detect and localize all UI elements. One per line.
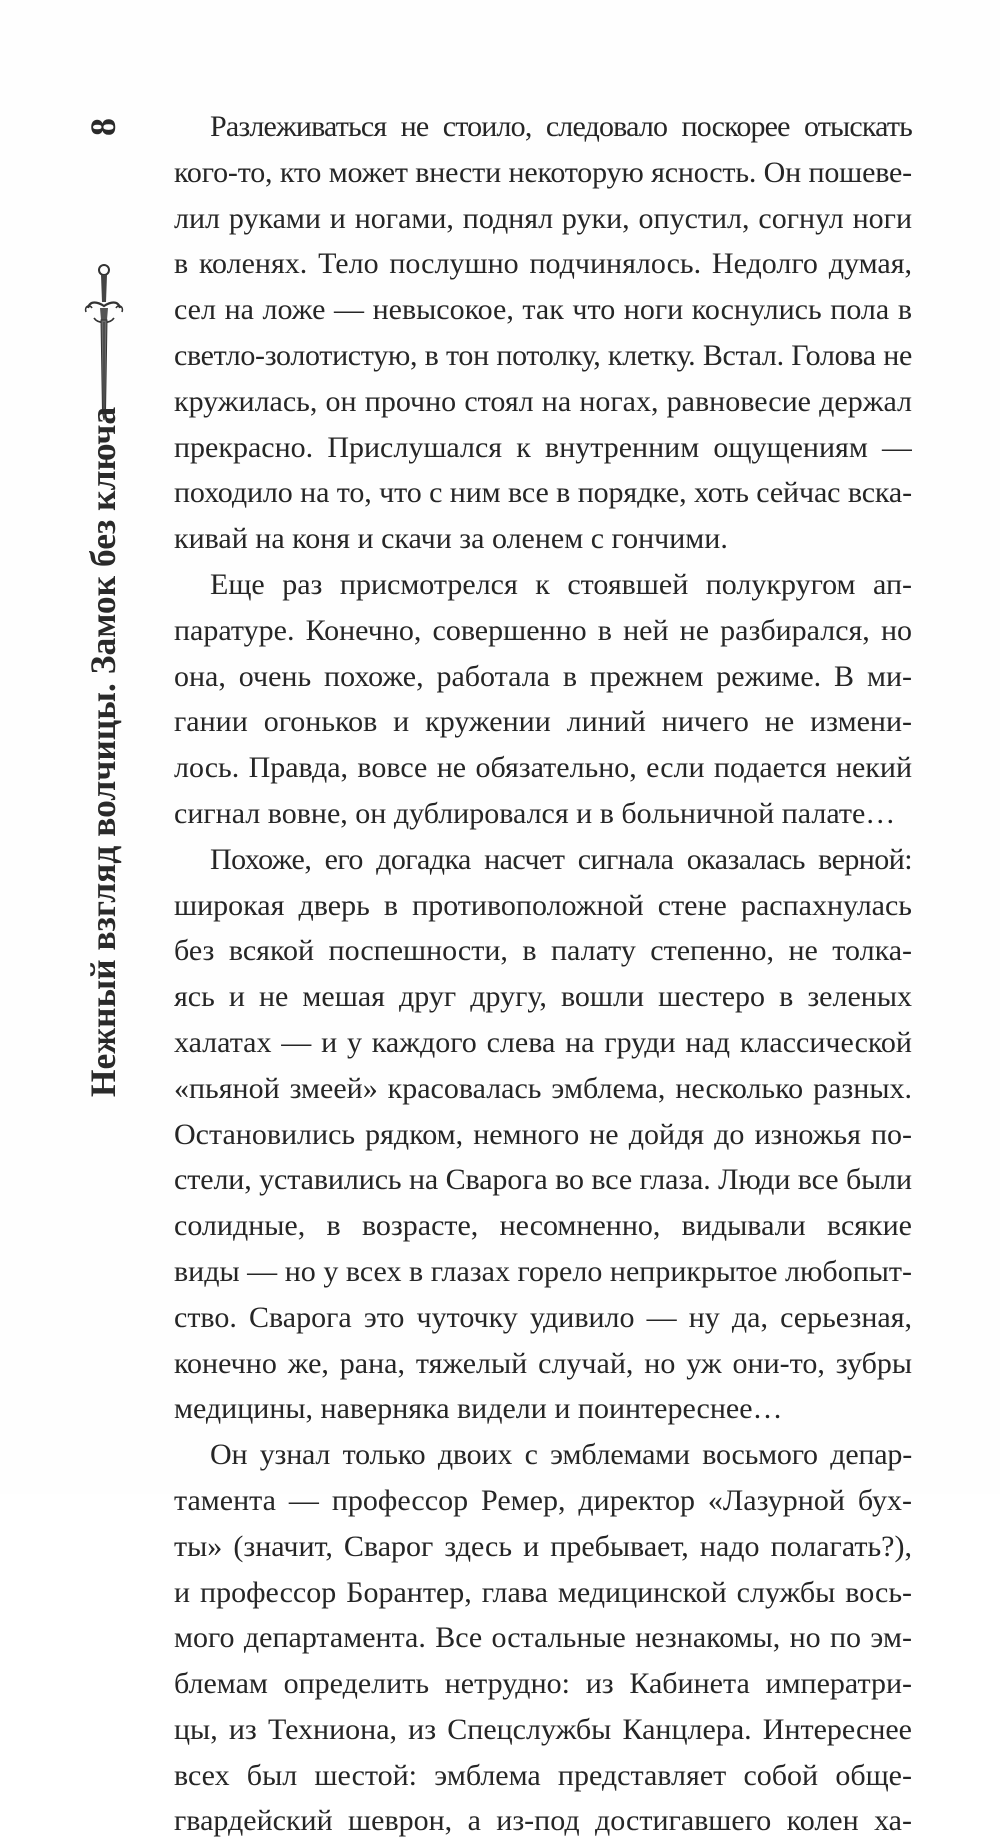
dagger-icon <box>84 262 124 422</box>
running-head <box>78 102 128 1098</box>
text-line: походило на то, что с ним все в порядке, хоть сейчас вска- <box>174 476 912 510</box>
text-line: кружилась, он прочно стоял на ногах, равновесие держал <box>174 384 912 418</box>
text-line: она, очень похоже, работала в прежнем режиме. В ми- <box>174 659 912 693</box>
text-line: цы, из Техниона, из Спецслужбы Канцлера. Интереснее <box>174 1712 912 1746</box>
paragraph-2 <box>174 562 912 837</box>
text-line: всех был шестой: эмблема представляет собой обще- <box>174 1758 912 1792</box>
text-line: Еще раз присмотрелся к стоявшей полукругом ап- <box>210 567 912 601</box>
text-line: сигнал вовне, он дублировался и в больничной палате… <box>174 796 896 830</box>
text-line: тамента — профессор Ремер, директор «Лазурной бух- <box>174 1483 912 1517</box>
text-line: без всякой поспешности, в палату степенно, не толка- <box>174 934 912 968</box>
text-line: стели, уставились на Сварога во все глаза. Люди все были <box>174 1163 912 1197</box>
text-line: гвардейский шеврон, а из-под достигавшего колен ха- <box>174 1804 912 1838</box>
text-line: медицины, наверняка видели и поинтереснее… <box>174 1392 783 1426</box>
text-line: солидные, в возрасте, несомненно, видывали всякие <box>174 1209 912 1243</box>
text-line: лил руками и ногами, поднял руки, опустил, согнул ноги <box>174 201 912 235</box>
text-line: и профессор Борантер, глава медицинской службы вось- <box>174 1575 912 1609</box>
text-line: ясь и не мешая друг другу, вошли шестеро в зеленых <box>174 980 912 1014</box>
text-line: кого-то, кто может внести некоторую ясность. Он пошеве- <box>174 155 912 189</box>
running-title <box>78 406 128 1098</box>
text-line: светло-золотистую, в тон потолку, клетку. Встал. Голова не <box>174 338 912 372</box>
text-line: мого департамента. Все остальные незнакомы, но по эм- <box>174 1621 912 1655</box>
page-number <box>78 102 128 152</box>
text-line: широкая дверь в противоположной стене распахнулась <box>174 888 912 922</box>
text-line: сел на ложе — невысокое, так что ноги коснулись пола в <box>174 293 912 327</box>
book-title: Нежный взгляд волчицы. Замок без ключа <box>83 406 123 1098</box>
text-line: Остановились рядком, немного не дойдя до изножья по- <box>174 1117 912 1151</box>
text-line: «пьяной змеей» красовалась эмблема, несколько разных. <box>174 1071 912 1105</box>
text-line: виды — но у всех в глазах горело неприкрытое любопыт- <box>174 1254 912 1288</box>
text-line: Он узнал только двоих с эмблемами восьмого депар- <box>210 1438 912 1472</box>
text-line: гании огоньков и кружении линий ничего не измени- <box>174 705 912 739</box>
text-line: блемам определить нетрудно: из Кабинета императри- <box>174 1667 912 1701</box>
text-line: лось. Правда, вовсе не обязательно, если подается некий <box>174 751 912 785</box>
paragraph-3 <box>174 837 912 1432</box>
body-text <box>174 104 912 1844</box>
text-line: в коленях. Тело послушно подчинялось. Недолго думая, <box>174 247 912 281</box>
text-line: паратуре. Конечно, совершенно в ней не разбирался, но <box>174 613 912 647</box>
paragraph-1 <box>174 104 912 562</box>
page-number-text: 8 <box>83 118 123 136</box>
text-line: прекрасно. Прислушался к внутренним ощущениям — <box>174 430 912 464</box>
text-line: халатах — и у каждого слева на груди над классической <box>174 1025 912 1059</box>
text-line: ты» (значит, Сварог здесь и пребывает, надо полагать?), <box>174 1529 912 1563</box>
text-line: Похоже, его догадка насчет сигнала оказалась верной: <box>210 842 912 876</box>
text-line: конечно же, рана, тяжелый случай, но уж они-то, зубры <box>174 1346 912 1380</box>
text-line: кивай на коня и скачи за оленем с гончими. <box>174 522 728 556</box>
text-line: Разлеживаться не стоило, следовало поскорее отыскать <box>210 110 912 143</box>
text-line: ство. Сварога это чуточку удивило — ну да, серьезная, <box>174 1300 912 1334</box>
